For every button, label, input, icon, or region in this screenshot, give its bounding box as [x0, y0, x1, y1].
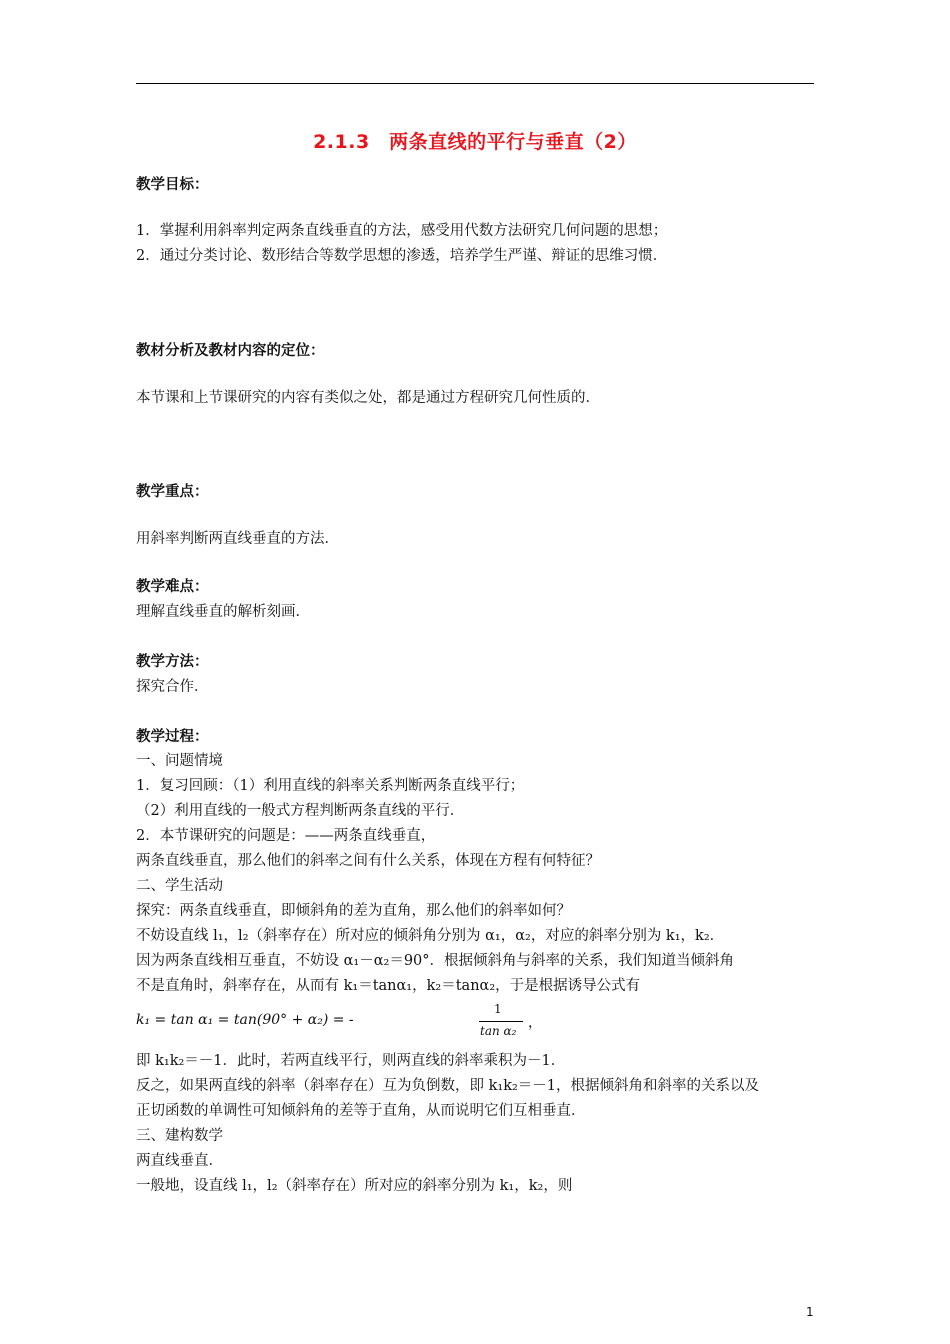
- process-line: 不妨设直线 l₁，l₂（斜率存在）所对应的倾斜角分别为 α₁，α₂，对应的斜率分别为 k₁，k₂．: [136, 928, 725, 944]
- process-line: 二、学生活动: [136, 878, 223, 894]
- after-line: 正切函数的单调性可知倾斜角的差等于直角，从而说明它们互相垂直．: [136, 1103, 586, 1119]
- header-rule: [136, 83, 814, 84]
- method-text: 探究合作．: [136, 679, 209, 695]
- formula-numerator: 1: [494, 1002, 502, 1016]
- after-line: 反之，如果两直线的斜率（斜率存在）互为负倒数，即 k₁k₂＝－1，根据倾斜角和斜率的关系以及: [136, 1078, 760, 1094]
- analysis-heading: 教材分析及教材内容的定位：: [136, 343, 325, 359]
- process-line: 两条直线垂直，那么他们的斜率之间有什么关系，体现在方程有何特征？: [136, 853, 600, 869]
- goals-heading: 教学目标：: [136, 177, 209, 193]
- process-line: 因为两条直线相互垂直，不妨设 α₁－α₂＝90°．根据倾斜角与斜率的关系，我们知道当倾斜角: [136, 953, 735, 969]
- after-line: 三、建构数学: [136, 1128, 223, 1144]
- after-line: 两直线垂直．: [136, 1153, 223, 1169]
- process-line: （2）利用直线的一般式方程判断两条直线的平行．: [136, 803, 465, 819]
- formula-left: k₁ = tan α₁ = tan(90° + α₂) = -: [136, 1012, 354, 1028]
- process-heading: 教学过程：: [136, 729, 209, 745]
- difficulty-text: 理解直线垂直的解析刻画．: [136, 604, 310, 620]
- process-line: 探究：两条直线垂直，即倾斜角的差为直角，那么他们的斜率如何？: [136, 903, 571, 919]
- key-points-text: 用斜率判断两直线垂直的方法．: [136, 531, 339, 547]
- process-line: 2．本节课研究的问题是：——两条直线垂直，: [136, 828, 436, 844]
- formula-denominator: tan α₂: [480, 1024, 517, 1038]
- goal-item-2: 2．通过分类讨论、数形结合等数学思想的渗透，培养学生严谨、辩证的思维习惯．: [136, 248, 668, 264]
- process-line: 一、问题情境: [136, 753, 223, 769]
- key-points-heading: 教学重点：: [136, 484, 209, 500]
- formula-tail: ，: [528, 1015, 542, 1031]
- process-line: 1．复习回顾：（1）利用直线的斜率关系判断两条直线平行；: [136, 778, 525, 794]
- after-line: 即 k₁k₂＝－1．此时，若两直线平行，则两直线的斜率乘积为－1．: [136, 1053, 566, 1069]
- analysis-text: 本节课和上节课研究的内容有类似之处，都是通过方程研究几何性质的．: [136, 390, 600, 406]
- fraction-bar: [479, 1021, 523, 1022]
- after-line: 一般地，设直线 l₁，l₂（斜率存在）所对应的斜率分别为 k₁，k₂，则: [136, 1178, 573, 1194]
- method-heading: 教学方法：: [136, 654, 209, 670]
- page-number: 1: [806, 1305, 814, 1319]
- page-title: 2.1.3 两条直线的平行与垂直（2）: [313, 131, 637, 153]
- process-line: 不是直角时，斜率存在，从而有 k₁＝tanα₁，k₂＝tanα₂，于是根据诱导公式有: [136, 978, 641, 994]
- goal-item-1: 1．掌握利用斜率判定两条直线垂直的方法，感受用代数方法研究几何问题的思想；: [136, 223, 668, 239]
- difficulty-heading: 教学难点：: [136, 579, 209, 595]
